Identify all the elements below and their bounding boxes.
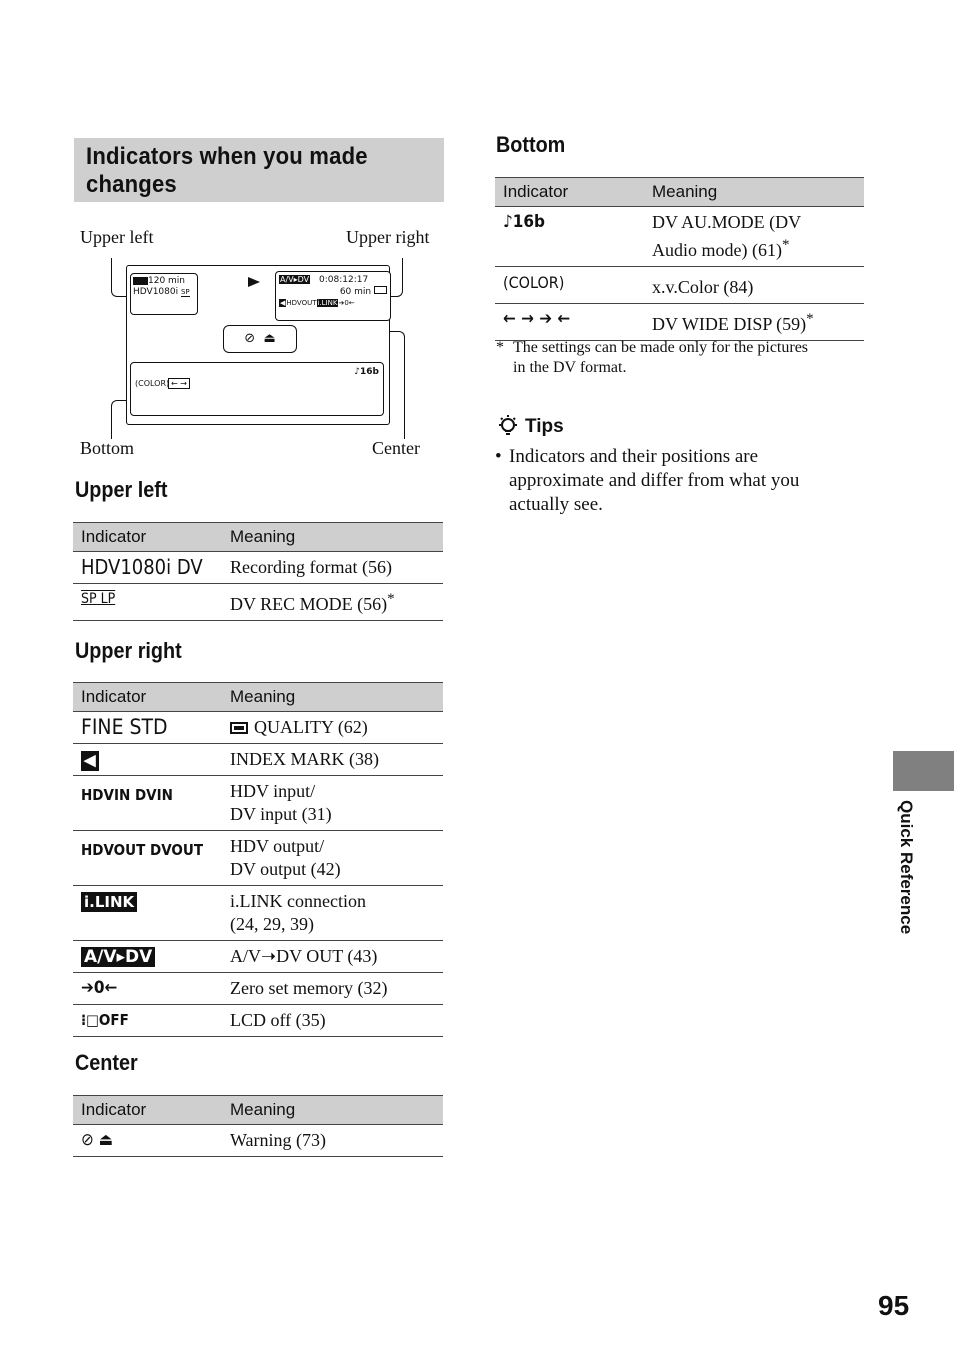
eject-icon: ⏏ [263, 331, 276, 346]
upper-right-indicator-group [275, 271, 391, 321]
table-row [73, 1005, 443, 1037]
xv-color-icon: (COLOR) [495, 267, 644, 304]
side-tab-text: Quick Reference [897, 800, 916, 935]
index-mark-icon: ◀ [81, 751, 99, 771]
meaning-cell: Recording format (56) [222, 552, 443, 584]
meaning-text: DV WIDE DISP (59) [652, 314, 807, 334]
index-icon: ◀ [280, 299, 286, 307]
screen-remaining: 60 min [339, 287, 372, 297]
meaning-cell: Warning (73) [222, 1125, 443, 1157]
screen-hdvout: HDVOUT [286, 299, 317, 307]
indicator-recording-format: HDV1080i DV [73, 552, 222, 584]
tip-line: Indicators and their positions are [509, 446, 759, 467]
meaning-line [652, 234, 864, 262]
heading-upper-left: Upper left [75, 477, 168, 502]
ilink-icon: i.LINK [81, 892, 137, 912]
center-warning-group [223, 325, 297, 353]
cassette-warning-icon: ⊘ [244, 331, 256, 346]
meaning-line: DV input (31) [230, 804, 332, 824]
section-title-box [74, 138, 444, 202]
table-row [73, 776, 443, 831]
table-row [495, 207, 864, 267]
heading-bottom: Bottom [496, 132, 566, 157]
tip-line: approximate and differ from what you [509, 470, 800, 491]
diagram-label-bottom: Bottom [80, 438, 135, 458]
table-row [73, 744, 443, 776]
screen-timecode: 0:08:12:17 [319, 275, 369, 285]
heading-center: Center [75, 1050, 138, 1075]
table-row [73, 1125, 443, 1157]
col-indicator: Indicator [73, 1096, 222, 1125]
table-row [73, 886, 443, 941]
heading-upper-right: Upper right [75, 638, 182, 663]
table-header [73, 523, 443, 552]
meaning-line: (24, 29, 39) [230, 914, 314, 934]
col-indicator: Indicator [73, 523, 222, 552]
col-indicator: Indicator [73, 683, 222, 712]
quality-icon [230, 722, 248, 734]
meaning-cell: A/V➝DV OUT (43) [222, 941, 443, 973]
table-header [73, 1096, 443, 1125]
meaning-line: DV output (42) [230, 859, 341, 879]
screen-battery: 120 min [148, 276, 186, 286]
meaning-cell [644, 304, 864, 341]
upper-left-indicator-group [130, 273, 198, 315]
audio-mode-icon: ♪16b [495, 207, 644, 267]
table-upper-right [73, 682, 443, 1037]
meaning-line: HDV input/ [230, 781, 316, 801]
indicator-quality: FINE STD [73, 712, 222, 744]
meaning-text: Audio mode) (61) [652, 240, 782, 260]
table-row [73, 552, 443, 584]
diagram-label-center: Center [372, 438, 420, 458]
screen-color: (COLOR) [135, 379, 170, 388]
table-row [73, 973, 443, 1005]
screen-wide: ← → [168, 378, 190, 389]
screen-audio: ♪16b [354, 367, 379, 377]
col-meaning: Meaning [222, 683, 443, 712]
meaning-cell [222, 886, 443, 941]
tip-line: actually see. [509, 494, 603, 515]
indicator-hdv-output: HDVOUT DVOUT [73, 831, 222, 886]
footnote-star: * [781, 237, 790, 253]
col-meaning: Meaning [222, 1096, 443, 1125]
meaning-cell: LCD off (35) [222, 1005, 443, 1037]
meaning-text: DV REC MODE (56) [230, 594, 388, 614]
table-bottom [495, 177, 864, 341]
col-indicator: Indicator [495, 178, 644, 207]
table-row [73, 831, 443, 886]
play-icon [248, 277, 260, 287]
table-row [495, 267, 864, 304]
screen-zero: ➔0← [338, 299, 355, 307]
col-meaning: Meaning [644, 178, 864, 207]
page-number: 95 [878, 1290, 910, 1321]
table-row [73, 941, 443, 973]
meaning-text: x.v.Color (84) [652, 277, 754, 297]
av-dv-icon: A/V▸DV [81, 947, 155, 967]
wide-disp-icon: ← → ➔ ← [495, 304, 644, 341]
screen-ilink: i.LINK [317, 299, 338, 307]
screen-format: HDV1080i [133, 287, 179, 297]
table-row [495, 304, 864, 341]
meaning-cell [222, 712, 443, 744]
footnote-star: * [806, 311, 814, 327]
table-row [73, 712, 443, 744]
footnote-line: in the DV format. [513, 359, 627, 376]
warning-icon: ⊘ ⏏ [73, 1125, 222, 1157]
lightbulb-icon [496, 413, 522, 439]
footnote-mark: * [496, 339, 504, 356]
screen-mode: SP [180, 288, 190, 296]
page-title: Indicators when you made changes [86, 143, 368, 198]
zero-set-icon: ➔0← [73, 973, 222, 1005]
lcd-screen-diagram [80, 255, 440, 435]
meaning-cell [644, 267, 864, 304]
diagram-label-upper-left: Upper left [80, 227, 154, 247]
meaning-cell: Zero set memory (32) [222, 973, 443, 1005]
tape-icon [374, 286, 387, 294]
table-center [73, 1095, 443, 1157]
indicator-rec-mode: SP LP [73, 584, 222, 621]
table-upper-left [73, 522, 443, 621]
side-tab-label [896, 800, 918, 950]
meaning-cell [644, 207, 864, 267]
indicator-cell [73, 744, 222, 776]
indicator-cell [73, 886, 222, 941]
meaning-line: DV AU.MODE (DV [652, 212, 802, 232]
tips-heading: Tips [525, 416, 564, 437]
bullet: • [495, 446, 502, 467]
table-header [73, 683, 443, 712]
footnote-star: * [387, 591, 395, 607]
indicator-cell [73, 941, 222, 973]
meaning-cell: INDEX MARK (38) [222, 744, 443, 776]
meaning-line: i.LINK connection [230, 891, 366, 911]
table-row [73, 584, 443, 621]
meaning-cell [222, 584, 443, 621]
indicator-hdv-input: HDVIN DVIN [73, 776, 222, 831]
screen-avdv: A/V▸DV [280, 275, 310, 284]
lcd-off-icon: ⁝□OFF [73, 1005, 222, 1037]
bottom-indicator-group [130, 362, 384, 416]
diagram-label-upper-right: Upper right [346, 227, 430, 247]
meaning-cell [222, 831, 443, 886]
meaning-cell [222, 776, 443, 831]
battery-icon [133, 277, 148, 285]
table-header [495, 178, 864, 207]
footnote-line: The settings can be made only for the pictures [513, 339, 809, 356]
meaning-line: HDV output/ [230, 836, 325, 856]
meaning-text: QUALITY (62) [254, 717, 368, 737]
col-meaning: Meaning [222, 523, 443, 552]
footnote [496, 338, 809, 376]
side-tab-marker [893, 751, 954, 791]
